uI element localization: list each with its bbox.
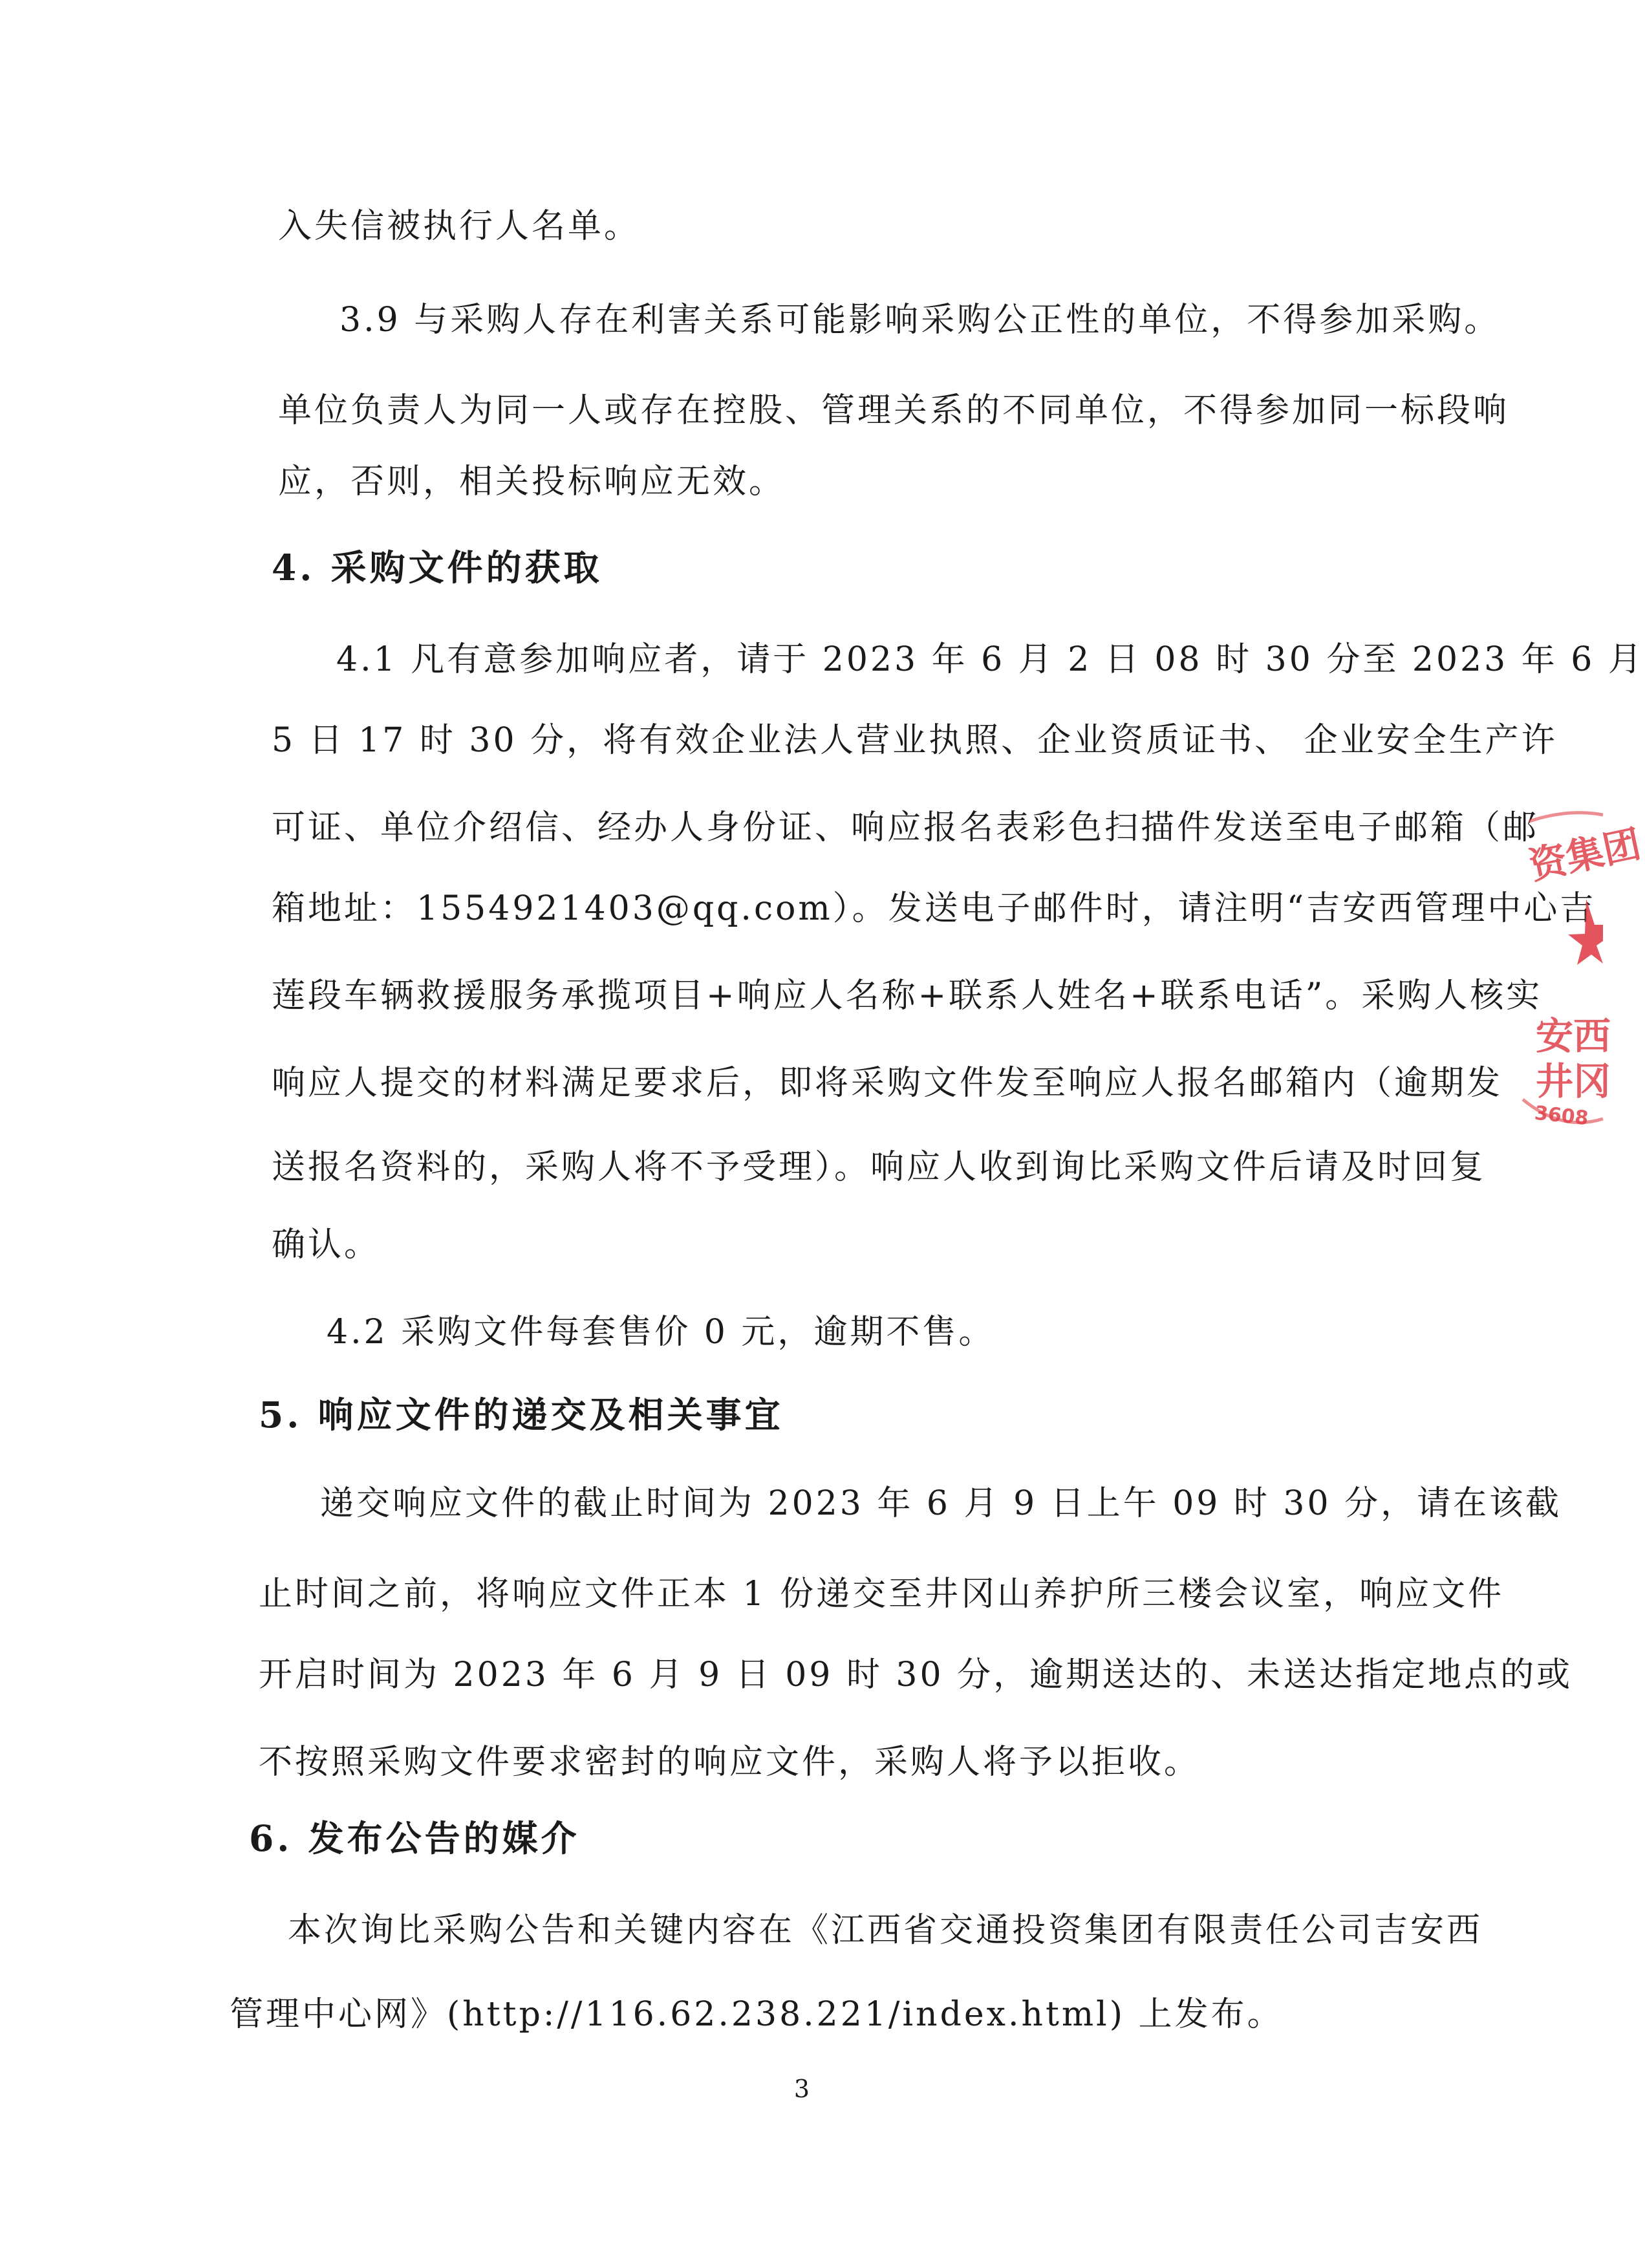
- text-line: 止时间之前，将响应文件正本 1 份递交至井冈山养护所三楼会议室，响应文件: [259, 1575, 1505, 1614]
- page-number: 3: [793, 2075, 810, 2103]
- section-heading-4: 4. 采购文件的获取: [272, 546, 603, 589]
- text-line: 开启时间为 2023 年 6 月 9 日 09 时 30 分，逾期送达的、未送达指定地点的或: [259, 1656, 1573, 1694]
- text-line: 可证、单位介绍信、经办人身份证、响应报名表彩色扫描件发送至电子邮箱（邮: [272, 808, 1540, 847]
- text-line: 4.2 采购文件每套售价 0 元，逾期不售。: [327, 1313, 995, 1352]
- seal-text: 安西: [1536, 1014, 1611, 1058]
- official-seal-stamp: [1516, 795, 1645, 1158]
- seal-text: 井冈: [1536, 1059, 1611, 1103]
- text-line: 确认。: [272, 1226, 381, 1264]
- text-line: 入失信被执行人名单。: [278, 207, 641, 246]
- text-line: 应，否则，相关投标响应无效。: [278, 462, 786, 501]
- text-line: 4.1 凡有意参加响应者，请于 2023 年 6 月 2 日 08 时 30 分至 2023 年 6 月: [336, 640, 1644, 679]
- section-heading-6: 6. 发布公告的媒介: [249, 1817, 580, 1859]
- text-line: 响应人提交的材料满足要求后，即将采购文件发至响应人报名邮箱内（逾期发: [272, 1064, 1503, 1103]
- text-line: 管理中心网》(http://116.62.238.221/index.html) 上发布。: [230, 1995, 1284, 2034]
- section-heading-5: 5. 响应文件的递交及相关事宜: [259, 1394, 784, 1436]
- seal-text: 资集团: [1525, 821, 1645, 889]
- text-line: 送报名资料的，采购人将不予受理）。响应人收到询比采购文件后请及时回复: [272, 1148, 1487, 1187]
- text-line: 不按照采购文件要求密封的响应文件，采购人将予以拒收。: [259, 1743, 1201, 1782]
- text-line: 递交响应文件的截止时间为 2023 年 6 月 9 日上午 09 时 30 分，请在该截: [320, 1484, 1562, 1523]
- text-line: 本次询比采购公告和关键内容在《江西省交通投资集团有限责任公司吉安西: [288, 1911, 1483, 1950]
- text-line: 5 日 17 时 30 分，将有效企业法人营业执照、企业资质证书、 企业安全生产许: [272, 721, 1558, 760]
- text-line: 3.9 与采购人存在利害关系可能影响采购公正性的单位，不得参加采购。: [339, 301, 1501, 340]
- seal-text: 3608: [1533, 1101, 1590, 1130]
- text-line: 箱地址：1554921403@qq.com）。发送电子邮件时，请注明“吉安西管理中心吉: [272, 889, 1597, 928]
- text-line: 单位负责人为同一人或存在控股、管理关系的不同单位，不得参加同一标段响: [278, 391, 1510, 430]
- text-line: 莲段车辆救援服务承揽项目+响应人名称+联系人姓名+联系电话”。采购人核实: [272, 977, 1543, 1015]
